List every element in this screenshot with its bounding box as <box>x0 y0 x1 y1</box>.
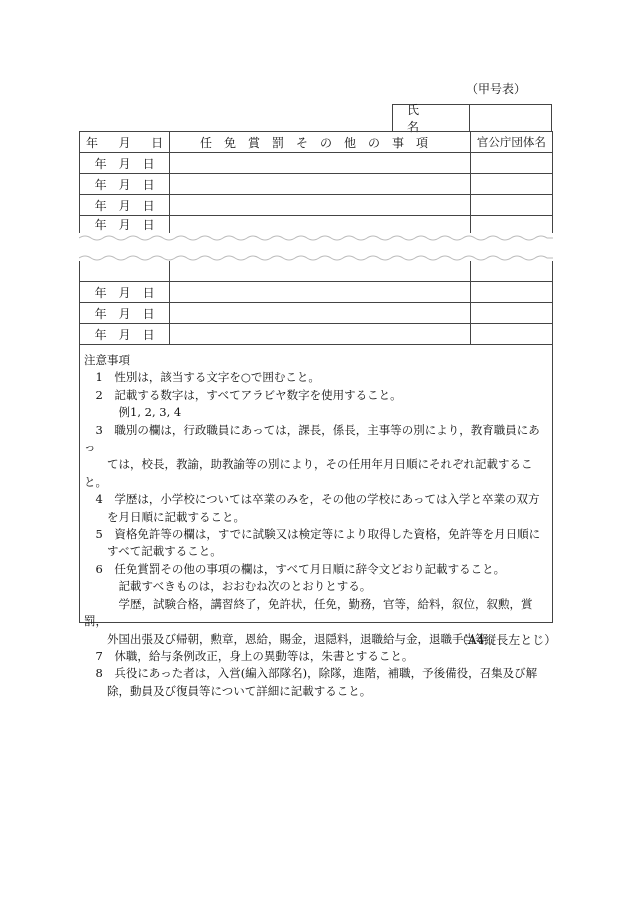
form-type-label: （甲号表） <box>466 82 527 96</box>
notes-title: 注意事項 <box>84 353 130 367</box>
note-line: 2 記載する数字は，すべてアラビヤ数字を使用すること。 <box>84 387 402 402</box>
date-cell[interactable]: 年 月 日 <box>80 303 170 324</box>
note-line: ては，校長，教諭，助教諭等の別により，その任用年月日順にそれぞれ記載すること。 <box>84 457 533 489</box>
matter-cell[interactable] <box>170 324 471 345</box>
date-cell[interactable]: 年 月 日 <box>80 174 170 195</box>
name-field[interactable] <box>470 105 551 131</box>
table-row <box>80 195 553 216</box>
matter-cell[interactable] <box>170 153 471 174</box>
note-line: 4 学歴は，小学校については卒業のみを，その他の学校にあっては入学と卒業の双方 <box>84 492 540 507</box>
matter-cell[interactable] <box>170 174 471 195</box>
history-table-bottom <box>79 261 553 345</box>
note-line: 学歴，試験合格，講習終了，免許状，任免，勤務，官等，給料，叙位，叙勲，賞罰， <box>84 596 533 629</box>
note-line: 外国出張及び帰朝，勲章，恩給，賜金，退隠料，退職給与金，退職手当等 <box>84 631 487 646</box>
note-line: を月日順に記載すること。 <box>84 509 245 524</box>
note-line: すべて記載すること。 <box>84 544 222 559</box>
org-cell[interactable] <box>470 153 552 174</box>
table-row <box>80 324 553 345</box>
matter-cell[interactable] <box>170 261 471 282</box>
org-cell[interactable] <box>470 195 552 216</box>
org-cell[interactable] <box>470 282 552 303</box>
table-row <box>80 303 553 324</box>
date-cell[interactable] <box>80 261 170 282</box>
header-matters: 任免賞罰その他の事項 <box>170 132 471 153</box>
binding-note: （A4縦長左とじ） <box>456 633 557 647</box>
date-cell[interactable]: 年 月 日 <box>80 324 170 345</box>
note-line: 記載すべきものは，おおむね次のとおりとする。 <box>84 579 372 594</box>
org-cell[interactable] <box>470 303 552 324</box>
note-line: 7 休職，給与条例改正，身上の異動等は，朱書とすること。 <box>84 648 414 663</box>
note-line: 3 職別の欄は，行政職員にあっては，課長，係長，主事等の別により，教育職員にあっ <box>84 422 540 455</box>
history-table-top <box>79 131 553 233</box>
org-cell[interactable] <box>470 216 552 234</box>
matter-cell[interactable] <box>170 303 471 324</box>
note-line: 6 任免賞罰その他の事項の欄は，すべて月日順に辞令文どおり記載すること。 <box>84 561 506 576</box>
table-row <box>80 282 553 303</box>
header-date: 年 月 日 <box>80 132 170 153</box>
note-line: 5 資格免許等の欄は，すでに試験又は検定等により取得した資格，免許等を月日順に <box>84 527 541 542</box>
header-organization: 官公庁団体名 <box>470 132 552 153</box>
table-break-mark <box>79 234 553 262</box>
name-box <box>392 103 552 134</box>
note-line: 8 兵役にあった者は，入営(編入部隊名)，除隊，進階，補職，予後備役，召集及び解 <box>84 666 538 681</box>
date-cell[interactable]: 年 月 日 <box>80 195 170 216</box>
org-cell[interactable] <box>470 174 552 195</box>
table-row <box>80 153 553 174</box>
date-cell[interactable]: 年 月 日 <box>80 153 170 174</box>
matter-cell[interactable] <box>170 282 471 303</box>
note-line: 1 性別は，該当する文字を○で囲むこと。 <box>84 370 320 385</box>
note-line: 除，動員及び復員等について詳細に記載すること。 <box>84 683 372 698</box>
table-row <box>80 261 553 282</box>
table-row <box>80 174 553 195</box>
note-line: 例1, 2, 3, 4 <box>84 405 182 420</box>
table-row <box>80 216 553 234</box>
org-cell[interactable] <box>470 324 552 345</box>
date-cell[interactable]: 年 月 日 <box>80 216 170 234</box>
date-cell[interactable]: 年 月 日 <box>80 282 170 303</box>
header-row <box>80 132 553 153</box>
matter-cell[interactable] <box>170 216 471 234</box>
name-label: 氏 名 <box>393 105 470 131</box>
matter-cell[interactable] <box>170 195 471 216</box>
org-cell[interactable] <box>470 261 552 282</box>
